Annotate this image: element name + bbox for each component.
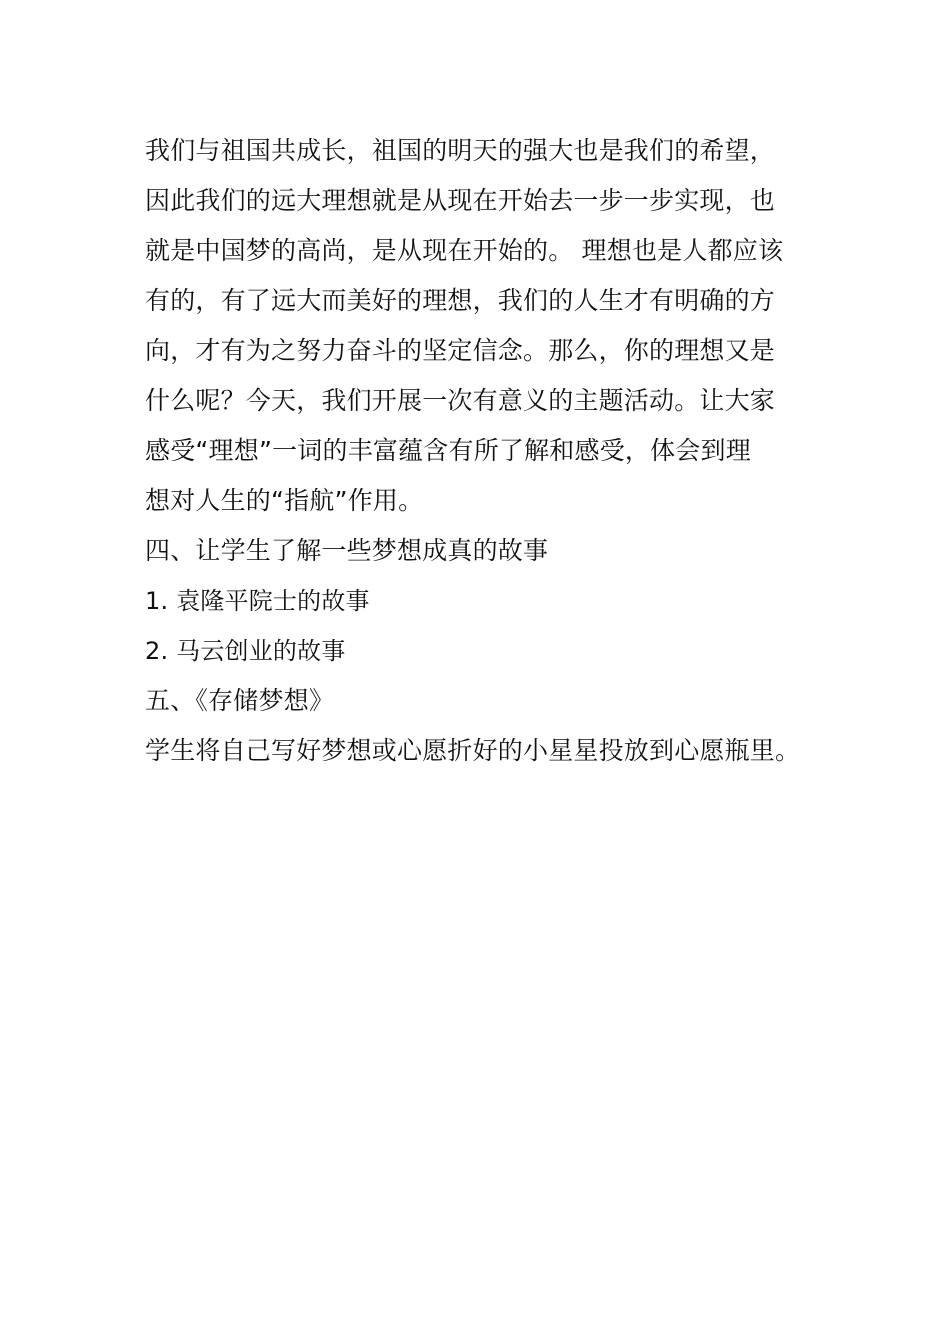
paragraph-line: 有的，有了远大而美好的理想，我们的人生才有明确的方 (145, 286, 776, 315)
closing-text: 学生将自己写好梦想或心愿折好的小星星投放到心愿瓶里。 (145, 736, 801, 765)
section-four-heading: 四、让学生了解一些梦想成真的故事 (145, 536, 549, 565)
paragraph-line: 就是中国梦的高尚，是从现在开始的。 理想也是人都应该 (145, 236, 784, 265)
paragraph-line: 想对人生的“指航”作用。 (145, 486, 424, 515)
paragraph-line: 什么呢？今天，我们开展一次有意义的主题活动。让大家 (145, 386, 776, 415)
section-five-heading: 五、《存储梦想》 (145, 686, 335, 715)
paragraph-line: 因此我们的远大理想就是从现在开始去一步一步实现，也 (145, 186, 776, 215)
story-item-ma-yun: 2. 马云创业的故事 (145, 637, 346, 665)
document-body (145, 126, 810, 776)
paragraph-line: 我们与祖国共成长，祖国的明天的强大也是我们的希望， (145, 136, 776, 165)
paragraph-line: 向，才有为之努力奋斗的坚定信念。那么，你的理想又是 (145, 336, 776, 365)
story-item-yuan-longping: 1. 袁隆平院士的故事 (145, 587, 370, 615)
paragraph-line: 感受“理想”一词的丰富蕴含有所了解和感受，体会到理 (145, 436, 751, 465)
